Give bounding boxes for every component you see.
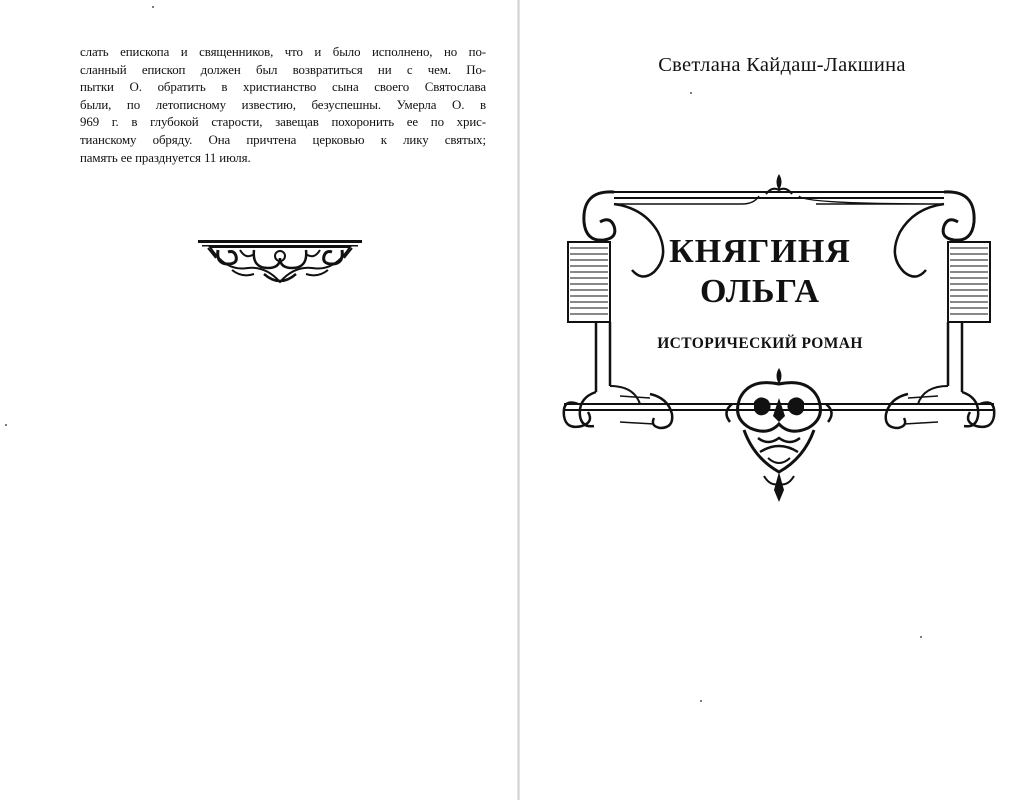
title-line: КНЯГИНЯ <box>669 233 851 270</box>
text-line: память ее празднуется 11 июля. <box>80 150 251 165</box>
scan-speck <box>920 636 922 638</box>
scan-speck <box>152 6 154 8</box>
text-line: 969 г. в глубокой старости, завещав похоронить ее по хрис- <box>80 115 486 130</box>
book-title <box>650 232 870 312</box>
text-line: тианскому обряду. Она причтена церковью к лику святых; <box>80 132 486 147</box>
book-subtitle: ИСТОРИЧЕСКИЙ РОМАН <box>657 335 863 352</box>
scan-speck <box>5 424 7 426</box>
ornamental-tailpiece <box>196 238 364 288</box>
text-line: были, по летописному известию, безуспешны. Умерла О. в <box>80 97 486 112</box>
text-line: пытки О. обратить в христианство сына своего Святослава <box>80 80 486 95</box>
text-line: слать епископа и священников, что и было исполнено, но по- <box>80 45 486 59</box>
text-line: сланный епископ должен был возвратиться ни с чем. По- <box>80 62 486 77</box>
author-name: Светлана Кайдаш-Лакшина <box>658 54 906 76</box>
scan-speck <box>700 700 702 702</box>
right-page <box>520 0 1026 800</box>
scan-speck <box>690 92 692 94</box>
title-line: ОЛЬГА <box>699 273 821 310</box>
article-ending-text <box>80 44 486 167</box>
